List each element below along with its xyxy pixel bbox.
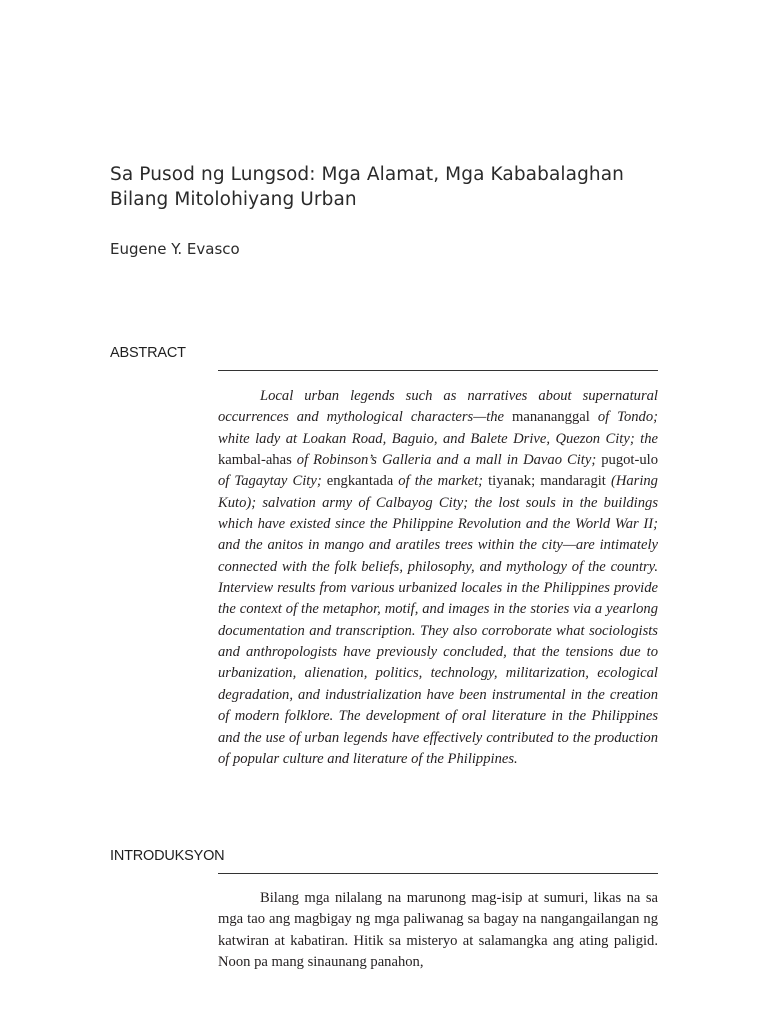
abstract-segment: of Tagaytay City; (218, 473, 327, 490)
article-title-line-2: Bilang Mitolohiyang Urban (110, 189, 357, 210)
abstract-segment: of the market; (393, 473, 489, 490)
abstract-segment: pugot-ulo (601, 452, 658, 469)
abstract-paragraph (218, 386, 658, 770)
abstract-segment: engkantada (326, 473, 394, 490)
abstract-segment: kambal-ahas (218, 452, 292, 469)
article-author: Eugene Y. Evasco (110, 240, 240, 258)
abstract-segment: Local urban legends such as narratives about supernatural occurrences and mythological characters—the (218, 388, 658, 426)
abstract-segment: (Haring Kuto); salvation army of Calbayog City; the lost souls in the buildings which have existed since the Philippine Revolution and the World War II; and the anitos in mango and aratiles trees within the city—are intimately connected with the folk beliefs, philosophy, and mythology of the country. Interview results from various urbanized locales in the Philippines provide the context of the metaphor, motif, and images in the stories via a yearlong documentation and transcription. They also corroborate what sociologists and anthropologists have previously concluded, that the tensions due to urbanization, alienation, politics, technology, militarization, ecological degradation, and industrialization have been instrumental in the creation of modern folklore. The development of oral literature in the Philippines and the use of urban legends have effectively contributed to the production of popular culture and literature of the Philippines. (218, 473, 658, 767)
abstract-segment: of Robinson’s Galleria and a mall in Davao City; (291, 452, 602, 469)
abstract-rule (218, 370, 658, 371)
abstract-segment: tiyanak; mandaragit (488, 473, 606, 490)
article-title-line-1: Sa Pusod ng Lungsod: Mga Alamat, Mga Kababalaghan (110, 164, 624, 185)
introduction-heading: INTRODUKSYON (110, 848, 225, 864)
introduction-paragraph: Bilang mga nilalang na marunong mag-isip at sumuri, likas na sa mga tao ang magbigay ng mga paliwanag sa bagay na nangangailangan ng katwiran at kabatiran. Hitik sa misteryo at salamangka ang ating paligid. Noon pa mang sinaunang panahon, (218, 890, 658, 971)
abstract-segment: of Tondo; white lady at Loakan Road, Baguio, and Balete Drive, Quezon City; the (218, 409, 658, 447)
introduction-rule (218, 873, 658, 874)
abstract-segment: manananggal (512, 409, 590, 426)
abstract-heading: ABSTRACT (110, 345, 186, 361)
article-title (110, 162, 670, 212)
